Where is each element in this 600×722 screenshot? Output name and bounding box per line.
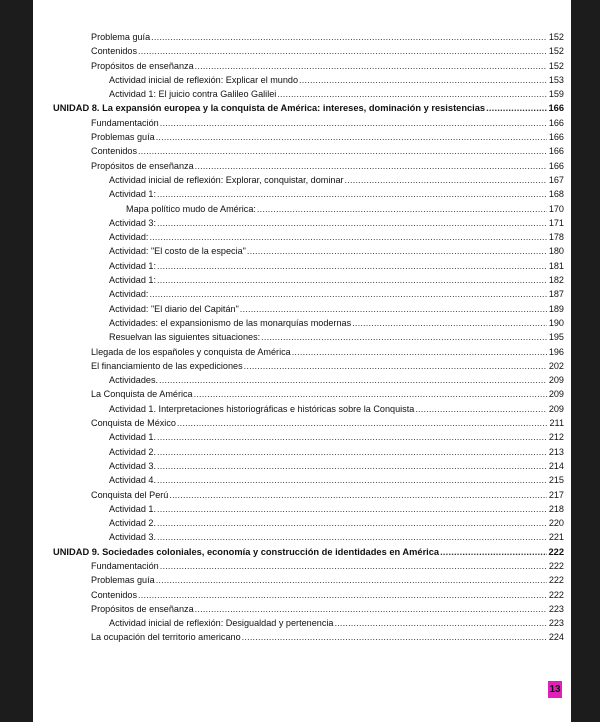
- toc-entry-label: Actividad 1.: [109, 503, 157, 514]
- dot-leader: [157, 216, 547, 230]
- dot-leader: [159, 373, 547, 387]
- dot-leader: [160, 559, 547, 573]
- dot-leader: [195, 602, 547, 616]
- dot-leader: [415, 402, 547, 416]
- dot-leader: [151, 30, 547, 44]
- toc-entry[interactable]: [33, 44, 571, 58]
- toc-entry-label: Actividad:: [109, 232, 149, 243]
- toc-page-number: 153: [548, 74, 564, 85]
- dot-leader: [299, 73, 547, 87]
- toc-entry-label: Actividades.: [109, 375, 159, 386]
- right-dark-margin: [571, 0, 600, 722]
- toc-entry-label: Conquista del Perú: [91, 489, 169, 500]
- dot-leader: [261, 330, 547, 344]
- toc-page-number: 159: [548, 89, 564, 100]
- toc-page-number: 190: [548, 317, 564, 328]
- toc-entry-label: La Conquista de América: [91, 389, 193, 400]
- toc-page-number: 218: [548, 503, 564, 514]
- dot-leader: [157, 273, 547, 287]
- dot-leader: [277, 87, 547, 101]
- dot-leader: [157, 502, 547, 516]
- toc-entry[interactable]: [33, 202, 571, 216]
- dot-leader: [292, 345, 547, 359]
- toc-entry[interactable]: [33, 516, 571, 530]
- toc-entry[interactable]: [33, 30, 571, 44]
- toc-entry-label: Actividad:: [109, 289, 149, 300]
- toc-page-number: 178: [548, 232, 564, 243]
- toc-entry-label: El financiamiento de las expediciones: [91, 360, 243, 371]
- toc-entry-label: Actividad 1:: [109, 189, 157, 200]
- toc-page-number: 213: [548, 446, 564, 457]
- dot-leader: [157, 530, 547, 544]
- toc-page-number: 202: [548, 360, 564, 371]
- toc-page-number: 222: [548, 575, 564, 586]
- toc-entry[interactable]: [33, 573, 571, 587]
- toc-entry[interactable]: [33, 430, 571, 444]
- toc-entry[interactable]: [33, 273, 571, 287]
- toc-entry-label: Fundamentación: [91, 117, 159, 128]
- toc-page-number: 166: [548, 117, 564, 128]
- toc-entry[interactable]: [33, 287, 571, 301]
- dot-leader: [138, 44, 547, 58]
- toc-entry-label: Problemas guía: [91, 575, 155, 586]
- toc-entry-label: Actividad 4.: [109, 475, 157, 486]
- toc-page-number: 220: [548, 518, 564, 529]
- toc-entry-label: Actividad 1.: [109, 432, 157, 443]
- toc-entry[interactable]: [33, 330, 571, 344]
- dot-leader: [156, 130, 547, 144]
- toc-entry-label: Actividad 1:: [109, 260, 157, 271]
- toc-entry-label: La ocupación del territorio americano: [91, 632, 241, 643]
- dot-leader: [345, 173, 547, 187]
- toc-entry[interactable]: [33, 230, 571, 244]
- dot-leader: [352, 316, 547, 330]
- toc-entry-label: UNIDAD 8. La expansión europea y la conquista de América: intereses, dominación y resistencias: [53, 103, 486, 114]
- dot-leader: [440, 545, 547, 559]
- toc-entry-label: Actividad: "El diario del Capitán": [109, 303, 239, 314]
- toc-entry[interactable]: [33, 530, 571, 544]
- toc-entry[interactable]: [33, 159, 571, 173]
- toc-page-number: 152: [548, 46, 564, 57]
- toc-entry-label: Propósitos de enseñanza: [91, 160, 194, 171]
- toc-page-number: 166: [548, 132, 564, 143]
- toc-entry[interactable]: [33, 559, 571, 573]
- toc-entry-label: Fundamentación: [91, 560, 159, 571]
- dot-leader: [157, 259, 547, 273]
- toc-page-number: 170: [548, 203, 564, 214]
- dot-leader: [138, 588, 547, 602]
- toc-entry-label: Actividad 3:: [109, 217, 157, 228]
- toc-entry-label: Actividad inicial de reflexión: Explorar, conquistar, dominar: [109, 174, 344, 185]
- toc-page-number: 209: [548, 375, 564, 386]
- toc-page-number: 211: [549, 418, 564, 429]
- toc-unit-heading[interactable]: [33, 101, 571, 115]
- dot-leader: [149, 230, 547, 244]
- toc-page-number: 182: [548, 275, 564, 286]
- document-page: [33, 0, 571, 722]
- toc-entry-label: Actividad 3.: [109, 460, 157, 471]
- dot-leader: [149, 287, 547, 301]
- toc-entry[interactable]: [33, 359, 571, 373]
- toc-entry[interactable]: [33, 416, 571, 430]
- toc-entry-label: Actividades: el expansionismo de las monarquías modernas: [109, 317, 352, 328]
- toc-entry[interactable]: [33, 87, 571, 101]
- toc-entry[interactable]: [33, 488, 571, 502]
- toc-entry-label: Actividad 2.: [109, 518, 157, 529]
- toc-entry[interactable]: [33, 473, 571, 487]
- toc-page-number: 152: [548, 32, 564, 42]
- toc-entry[interactable]: [33, 173, 571, 187]
- dot-leader: [242, 630, 547, 644]
- toc-entry[interactable]: [33, 402, 571, 416]
- toc-page-number: 152: [548, 60, 564, 71]
- toc-page-number: 224: [548, 632, 564, 643]
- dot-leader: [157, 516, 547, 530]
- toc-entry[interactable]: [33, 144, 571, 158]
- toc-page-number: 222: [548, 560, 564, 571]
- toc-entry-label: Propósitos de enseñanza: [91, 60, 194, 71]
- toc-entry-label: Actividad 1: El juicio contra Galileo Galilei: [109, 89, 277, 100]
- toc-page-number: 166: [548, 146, 564, 157]
- toc-entry[interactable]: [33, 259, 571, 273]
- toc-entry-label: Problema guía: [91, 32, 151, 42]
- toc-page-number: 180: [548, 246, 564, 257]
- toc-entry-label: Actividad 2.: [109, 446, 157, 457]
- toc-page-number: 166: [548, 103, 564, 114]
- toc-entry[interactable]: [33, 459, 571, 473]
- toc-entry-label: Problemas guía: [91, 132, 155, 143]
- toc-entry[interactable]: [33, 59, 571, 73]
- toc-entry-label: Contenidos: [91, 146, 138, 157]
- dot-leader: [160, 116, 547, 130]
- toc-entry[interactable]: [33, 345, 571, 359]
- toc-entry[interactable]: [33, 502, 571, 516]
- dot-leader: [334, 616, 547, 630]
- toc-entry-label: Propósitos de enseñanza: [91, 603, 194, 614]
- toc-entry[interactable]: [33, 373, 571, 387]
- dot-leader: [194, 387, 547, 401]
- dot-leader: [195, 159, 547, 173]
- dot-leader: [156, 573, 547, 587]
- page-number-badge: 13: [548, 681, 562, 698]
- toc-entry[interactable]: [33, 73, 571, 87]
- toc-entry-label: Mapa político mudo de América:: [126, 203, 256, 214]
- toc-unit-heading[interactable]: [33, 545, 571, 559]
- toc-entry[interactable]: [33, 387, 571, 401]
- toc-page-number: 223: [548, 603, 564, 614]
- toc-entry[interactable]: [33, 630, 571, 644]
- toc-page-number: 196: [548, 346, 564, 357]
- toc-entry-label: Actividad 3.: [109, 532, 157, 543]
- toc-page-number: 217: [548, 489, 564, 500]
- toc-entry-label: Resuelvan las siguientes situaciones:: [109, 332, 261, 343]
- toc-entry-label: Actividad 1:: [109, 275, 157, 286]
- dot-leader: [240, 302, 547, 316]
- toc-page-number: 189: [548, 303, 564, 314]
- dot-leader: [244, 359, 547, 373]
- dot-leader: [486, 101, 547, 115]
- toc-entry[interactable]: [33, 602, 571, 616]
- toc-entry-label: Actividad: "El costo de la especia": [109, 246, 246, 257]
- toc-page-number: 222: [548, 589, 564, 600]
- dot-leader: [157, 445, 547, 459]
- toc-entry-label: Actividad inicial de reflexión: Desigualdad y pertenencia: [109, 618, 334, 629]
- toc-page-number: 168: [548, 189, 564, 200]
- toc-page-number: 223: [548, 618, 564, 629]
- toc-entry[interactable]: [33, 616, 571, 630]
- toc-entry-label: Actividad inicial de reflexión: Explicar el mundo: [109, 74, 299, 85]
- dot-leader: [138, 144, 547, 158]
- toc-entry-label: Contenidos: [91, 46, 138, 57]
- toc-entry-label: UNIDAD 9. Sociedades coloniales, economía y construcción de identidades en América: [53, 546, 440, 557]
- toc-page-number: 222: [548, 546, 564, 557]
- toc-entry[interactable]: [33, 216, 571, 230]
- dot-leader: [177, 416, 547, 430]
- toc-page-number: 215: [548, 475, 564, 486]
- toc-page-number: 171: [548, 217, 564, 228]
- toc-entry[interactable]: [33, 588, 571, 602]
- dot-leader: [257, 202, 547, 216]
- toc-entry-label: Contenidos: [91, 589, 138, 600]
- dot-leader: [157, 430, 547, 444]
- left-dark-margin: [0, 0, 33, 722]
- toc-page-number: 166: [548, 160, 564, 171]
- toc-entry-label: Actividad 1. Interpretaciones historiográficas e históricas sobre la Conquista: [109, 403, 415, 414]
- dot-leader: [157, 473, 547, 487]
- toc-page-number: 212: [548, 432, 564, 443]
- table-of-contents: [33, 30, 571, 645]
- toc-entry[interactable]: [33, 316, 571, 330]
- toc-entry[interactable]: [33, 116, 571, 130]
- dot-leader: [195, 59, 547, 73]
- toc-page-number: 209: [548, 389, 564, 400]
- toc-entry[interactable]: [33, 130, 571, 144]
- dot-leader: [247, 244, 547, 258]
- toc-entry[interactable]: [33, 302, 571, 316]
- toc-entry[interactable]: [33, 187, 571, 201]
- toc-page-number: 167: [548, 174, 564, 185]
- toc-entry-label: Conquista de México: [91, 418, 176, 429]
- toc-page-number: 181: [548, 260, 564, 271]
- dot-leader: [157, 459, 547, 473]
- toc-entry[interactable]: [33, 244, 571, 258]
- toc-page-number: 209: [548, 403, 564, 414]
- toc-page-number: 221: [548, 532, 564, 543]
- toc-entry[interactable]: [33, 445, 571, 459]
- toc-page-number: 187: [548, 289, 564, 300]
- toc-entry-label: Llegada de los españoles y conquista de América: [91, 346, 291, 357]
- toc-page-number: 195: [548, 332, 564, 343]
- toc-page-number: 214: [548, 460, 564, 471]
- dot-leader: [157, 187, 547, 201]
- dot-leader: [169, 488, 547, 502]
